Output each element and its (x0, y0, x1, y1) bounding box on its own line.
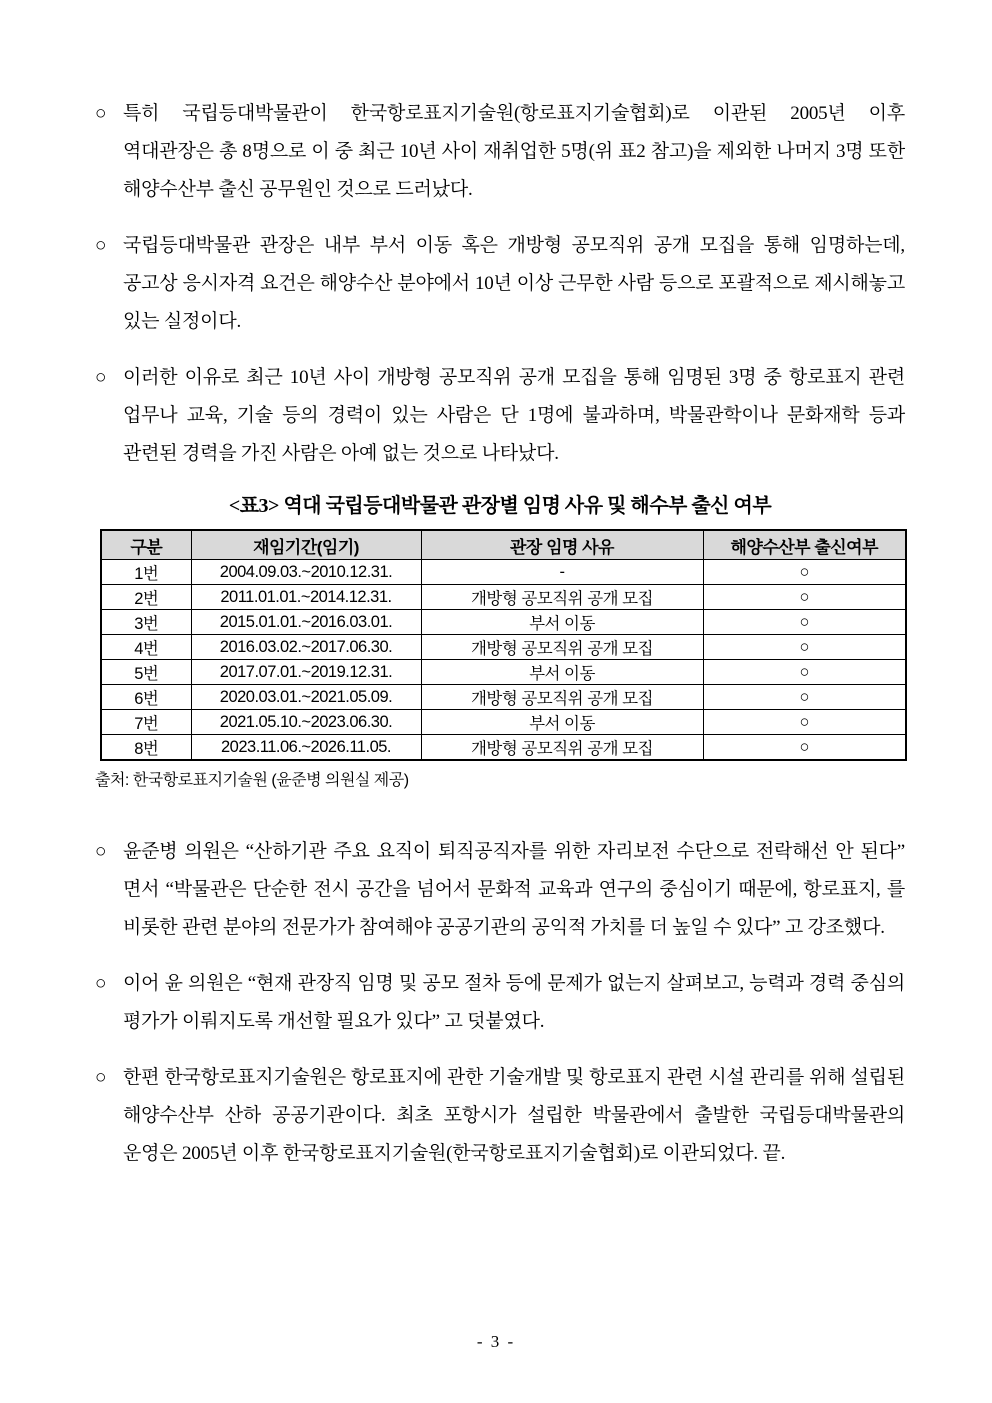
bullet-paragraph (95, 359, 905, 473)
bullet-paragraph (95, 1059, 905, 1173)
cell-reason: 개방형 공모직위 공개 모집 (421, 635, 703, 660)
bullet-paragraph (95, 227, 905, 341)
cell-number: 8번 (101, 735, 191, 761)
cell-reason: 개방형 공모직위 공개 모집 (421, 685, 703, 710)
cell-number: 5번 (101, 660, 191, 685)
cell-reason: 부서 이동 (421, 710, 703, 735)
paragraph-text: 한편 한국항로표지기술원은 항로표지에 관한 기술개발 및 항로표지 관련 시설 관리를 위해 설립된 해양수산부 산하 공공기관이다. 최초 포항시가 설립한 박물관에서 출발한 국립등대박물관의 운영은 2005년 이후 한국항로표지기술원(한국항로표지기술협회)로 이관되었다. 끝. (123, 1067, 905, 1164)
cell-number: 1번 (101, 560, 191, 585)
table-row (101, 660, 906, 685)
header-cell-reason: 관장 임명 사유 (421, 530, 703, 560)
bullet-paragraph (95, 833, 905, 947)
table-row (101, 610, 906, 635)
table-row (101, 735, 906, 761)
cell-mof-origin: ○ (703, 560, 906, 585)
cell-mof-origin: ○ (703, 585, 906, 610)
cell-mof-origin: ○ (703, 660, 906, 685)
cell-mof-origin: ○ (703, 710, 906, 735)
cell-reason: 부서 이동 (421, 610, 703, 635)
table-row (101, 560, 906, 585)
table-row (101, 685, 906, 710)
cell-reason: 개방형 공모직위 공개 모집 (421, 585, 703, 610)
header-cell-mof-origin: 해양수산부 출신여부 (703, 530, 906, 560)
header-cell-term: 재임기간(임기) (191, 530, 421, 560)
table-header-row (101, 530, 906, 560)
cell-term: 2016.03.02.~2017.06.30. (191, 635, 421, 660)
cell-number: 7번 (101, 710, 191, 735)
cell-reason: 부서 이동 (421, 660, 703, 685)
bullet-paragraph (95, 965, 905, 1041)
circle-bullet-icon: ○ (95, 973, 107, 994)
paragraph-text: 특히 국립등대박물관이 한국항로표지기술원(항로표지기술협회)로 이관된 2005년 이후 역대관장은 총 8명으로 이 중 최근 10년 사이 재취업한 5명(위 표2 참고)을 제외한 나머지 3명 또한 해양수산부 출신 공무원인 것으로 드러났다. (123, 103, 905, 200)
cell-term: 2004.09.03.~2010.12.31. (191, 560, 421, 585)
paragraph-text: 이어 윤 의원은 “현재 관장직 임명 및 공모 절차 등에 문제가 없는지 살펴보고, 능력과 경력 중심의 평가가 이뤄지도록 개선할 필요가 있다” 고 덧붙였다. (123, 973, 905, 1032)
circle-bullet-icon: ○ (95, 367, 107, 388)
table-row (101, 710, 906, 735)
table-title: <표3> 역대 국립등대박물관 관장별 임명 사유 및 해수부 출신 여부 (228, 495, 772, 517)
cell-number: 4번 (101, 635, 191, 660)
cell-number: 3번 (101, 610, 191, 635)
table-source-note: 출처: 한국항로표지기술원 (윤준병 의원실 제공) (95, 772, 409, 789)
cell-mof-origin: ○ (703, 635, 906, 660)
page-number: - 3 - (476, 1332, 516, 1351)
circle-bullet-icon: ○ (95, 841, 107, 862)
bullet-paragraph (95, 95, 905, 209)
cell-term: 2023.11.06.~2026.11.05. (191, 735, 421, 761)
circle-bullet-icon: ○ (95, 235, 107, 256)
paragraph-text: 국립등대박물관 관장은 내부 부서 이동 혹은 개방형 공모직위 공개 모집을 통해 임명하는데, 공고상 응시자격 요건은 해양수산 분야에서 10년 이상 근무한 사람 등으로 포괄적으로 제시해놓고 있는 실정이다. (123, 235, 905, 332)
cell-mof-origin: ○ (703, 735, 906, 761)
cell-reason: - (421, 560, 703, 585)
circle-bullet-icon: ○ (95, 1067, 107, 1088)
cell-mof-origin: ○ (703, 685, 906, 710)
cell-term: 2020.03.01.~2021.05.09. (191, 685, 421, 710)
cell-term: 2015.01.01.~2016.03.01. (191, 610, 421, 635)
cell-term: 2021.05.10.~2023.06.30. (191, 710, 421, 735)
paragraph-text: 윤준병 의원은 “산하기관 주요 요직이 퇴직공직자를 위한 자리보전 수단으로 전락해선 안 된다” 면서 “박물관은 단순한 전시 공간을 넘어서 문화적 교육과 연구의 중심이기 때문에, 항로표지, 를 비롯한 관련 분야의 전문가가 참여해야 공공기관의 공익적 가치를 더 높일 수 있다” 고 강조했다. (123, 841, 905, 938)
cell-mof-origin: ○ (703, 610, 906, 635)
cell-number: 2번 (101, 585, 191, 610)
director-appointments-table (100, 529, 907, 761)
cell-number: 6번 (101, 685, 191, 710)
cell-term: 2011.01.01.~2014.12.31. (191, 585, 421, 610)
paragraph-text: 이러한 이유로 최근 10년 사이 개방형 공모직위 공개 모집을 통해 임명된 3명 중 항로표지 관련 업무나 교육, 기술 등의 경력이 있는 사람은 단 1명에 불과하며, 박물관학이나 문화재학 등과 관련된 경력을 가진 사람은 아예 없는 것으로 나타났다. (123, 367, 905, 464)
circle-bullet-icon: ○ (95, 103, 107, 124)
table-row (101, 635, 906, 660)
table-row (101, 585, 906, 610)
cell-reason: 개방형 공모직위 공개 모집 (421, 735, 703, 761)
cell-term: 2017.07.01.~2019.12.31. (191, 660, 421, 685)
header-cell-number: 구분 (101, 530, 191, 560)
